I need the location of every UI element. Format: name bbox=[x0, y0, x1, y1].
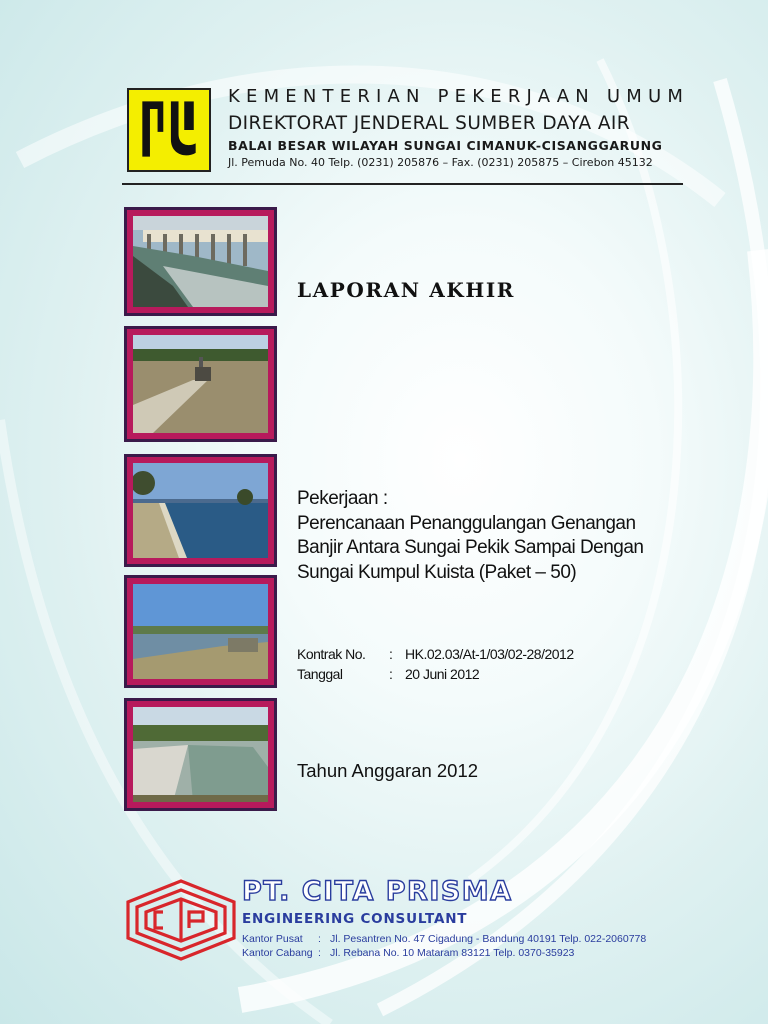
company-name: PT. CITA PRISMA bbox=[242, 876, 513, 907]
company-subtitle: ENGINEERING CONSULTANT bbox=[242, 911, 468, 927]
contract-info bbox=[297, 644, 574, 684]
head-office-address: Jl. Pesantren No. 47 Cigadung - Bandung 40191 Telp. 022-2060778 bbox=[330, 933, 647, 945]
colon: : bbox=[318, 947, 321, 959]
photo-reservoir bbox=[124, 575, 277, 688]
contract-date-label: Tanggal bbox=[297, 666, 343, 682]
balai-name: BALAI BESAR WILAYAH SUNGAI CIMANUK-CISANGGARUNG bbox=[228, 138, 663, 153]
contract-number-row bbox=[297, 644, 574, 664]
photo-canal bbox=[124, 454, 277, 567]
contract-number-label: Kontrak No. bbox=[297, 646, 366, 662]
ministry-address: Jl. Pemuda No. 40 Telp. (0231) 205876 – Fax. (0231) 205875 – Cirebon 45132 bbox=[228, 156, 653, 169]
colon: : bbox=[389, 646, 393, 662]
report-title: LAPORAN AKHIR bbox=[297, 278, 515, 302]
colon: : bbox=[389, 666, 393, 682]
head-office-label: Kantor Pusat bbox=[242, 933, 303, 945]
contract-number-value: HK.02.03/At-1/03/02-28/2012 bbox=[405, 646, 574, 662]
project-line-2: Banjir Antara Sungai Pekik Sampai Dengan bbox=[297, 537, 644, 558]
pekerjaan-label: Pekerjaan : bbox=[297, 488, 388, 509]
project-line-3: Sungai Kumpul Kuista (Paket – 50) bbox=[297, 561, 577, 583]
contract-date-value: 20 Juni 2012 bbox=[405, 666, 480, 682]
photo-spillway bbox=[124, 698, 277, 811]
branch-office-label: Kantor Cabang bbox=[242, 947, 313, 959]
photo-weir bbox=[124, 207, 277, 316]
directorate-name: DIREKTORAT JENDERAL SUMBER DAYA AIR bbox=[228, 113, 631, 134]
company-logo bbox=[125, 878, 237, 962]
branch-office bbox=[242, 947, 574, 959]
project-description bbox=[297, 487, 697, 585]
budget-year: Tahun Anggaran 2012 bbox=[297, 760, 479, 781]
ministry-name: KEMENTERIAN PEKERJAAN UMUM bbox=[228, 86, 690, 107]
branch-office-address: Jl. Rebana No. 10 Mataram 83121 Telp. 0370-35923 bbox=[330, 947, 575, 959]
photo-river-structure bbox=[124, 326, 277, 442]
project-line-1: Perencanaan Penanggulangan Genangan bbox=[297, 512, 636, 534]
colon: : bbox=[318, 933, 321, 945]
header-divider bbox=[122, 183, 683, 185]
ministry-logo bbox=[127, 88, 211, 172]
contract-date-row bbox=[297, 664, 574, 684]
head-office bbox=[242, 933, 646, 945]
